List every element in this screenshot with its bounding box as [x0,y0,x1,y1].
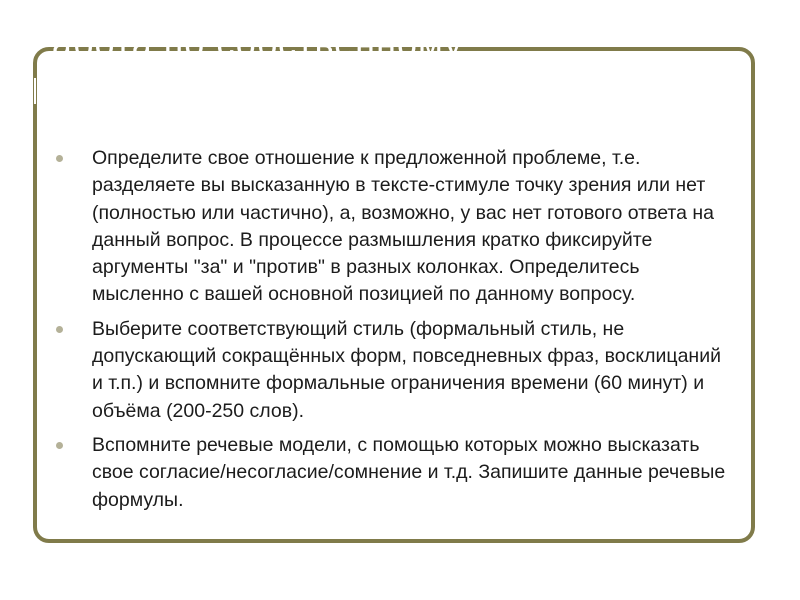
bullet-item-speech-models [56,432,736,514]
bullet-item-determine-attitude [56,145,736,309]
bullet-text: Вспомните речевые модели, с помощью которых можно высказать свое согласие/несогласие/сомнение и т.д. Запишите данные речевые формулы. [92,433,726,511]
bullet-list [56,145,736,521]
bullet-marker-icon [56,326,63,333]
bullet-marker-icon [56,442,63,449]
bullet-text: Выберите соответствующий стиль (формальный стиль, не допускающий сокращённых форм, повседневных фраз, восклицаний и т.п.) и вспомните формальные ограничения времени (60 минут) и объёма (200-250 слов). [92,317,721,422]
bullet-marker-icon [56,155,63,162]
bullet-item-choose-style [56,316,736,425]
bullet-text: Определите свое отношение к предложенной проблеме, т.е. разделяете вы высказанную в тексте-стимуле точку зрения или нет (полностью или частично), а, возможно, у вас нет готового ответа на данный вопрос. В процессе размышления кратко фиксируйте аргументы "за" и "против" в разных колонках. Определитесь мысленно с вашей основной позицией по данному вопросу. [92,147,715,306]
slide-title: Работа по собственному [28,23,464,64]
title-continuation-glyph [28,78,36,104]
